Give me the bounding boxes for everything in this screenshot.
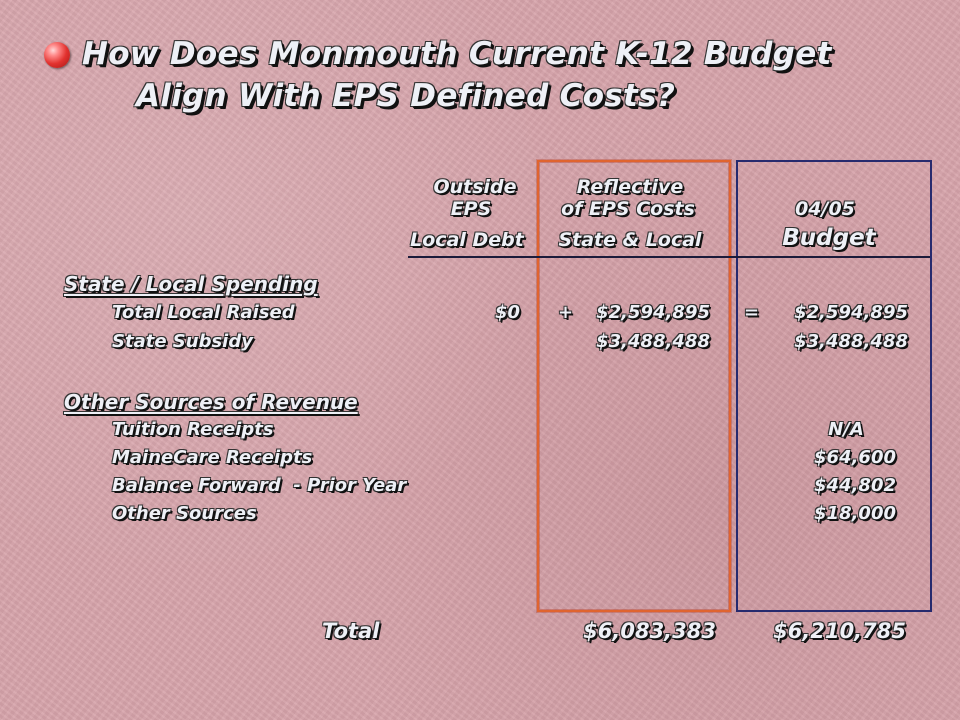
section-heading-state-local: State / Local Spending [64, 272, 318, 296]
row-label-state-subsidy: State Subsidy [112, 331, 253, 352]
reflective-header-line1: Reflective [576, 176, 684, 198]
total-budget: $6,210,785 [773, 619, 906, 643]
section-heading-other-sources: Other Sources of Revenue [64, 390, 358, 414]
row-label-other-sources: Other Sources [112, 503, 257, 524]
page-title-line1: How Does Monmouth Current K-12 Budget [82, 36, 832, 72]
outside-header-line1: Outside [433, 176, 517, 198]
row-budget-tuition-receipts: N/A [828, 419, 864, 440]
row-budget-other-sources: $18,000 [814, 503, 896, 524]
outside-header-line3: Local Debt [410, 229, 524, 251]
row-budget-state-subsidy: $3,488,488 [794, 331, 908, 352]
header-divider [408, 256, 930, 258]
row-reflective-total-local-raised: $2,594,895 [596, 302, 710, 323]
row-label-balance-forward: Balance Forward - Prior Year [112, 475, 407, 496]
row-budget-total-local-raised: $2,594,895 [794, 302, 908, 323]
total-reflective: $6,083,383 [583, 619, 716, 643]
row-op-plus: + [558, 302, 574, 323]
outside-header-line2: EPS [450, 198, 492, 220]
total-label: Total [322, 619, 380, 643]
row-budget-balance-forward: $44,802 [814, 475, 896, 496]
page-title-line2: Align With EPS Defined Costs? [136, 78, 676, 114]
row-label-total-local-raised: Total Local Raised [112, 302, 295, 323]
row-label-tuition-receipts: Tuition Receipts [112, 419, 274, 440]
budget-header-line2: Budget [782, 225, 876, 251]
row-op-equals: = [744, 302, 760, 323]
row-reflective-state-subsidy: $3,488,488 [596, 331, 710, 352]
row-label-mainecare-receipts: MaineCare Receipts [112, 447, 313, 468]
reflective-header-line3: State & Local [558, 229, 702, 251]
budget-header-line1: 04/05 [795, 198, 855, 220]
reflective-column-frame [537, 160, 731, 612]
row-budget-mainecare-receipts: $64,600 [814, 447, 896, 468]
title-bullet-icon [44, 42, 70, 68]
reflective-header-line2: of EPS Costs [561, 198, 695, 220]
row-outside-total-local-raised: $0 [494, 302, 520, 323]
